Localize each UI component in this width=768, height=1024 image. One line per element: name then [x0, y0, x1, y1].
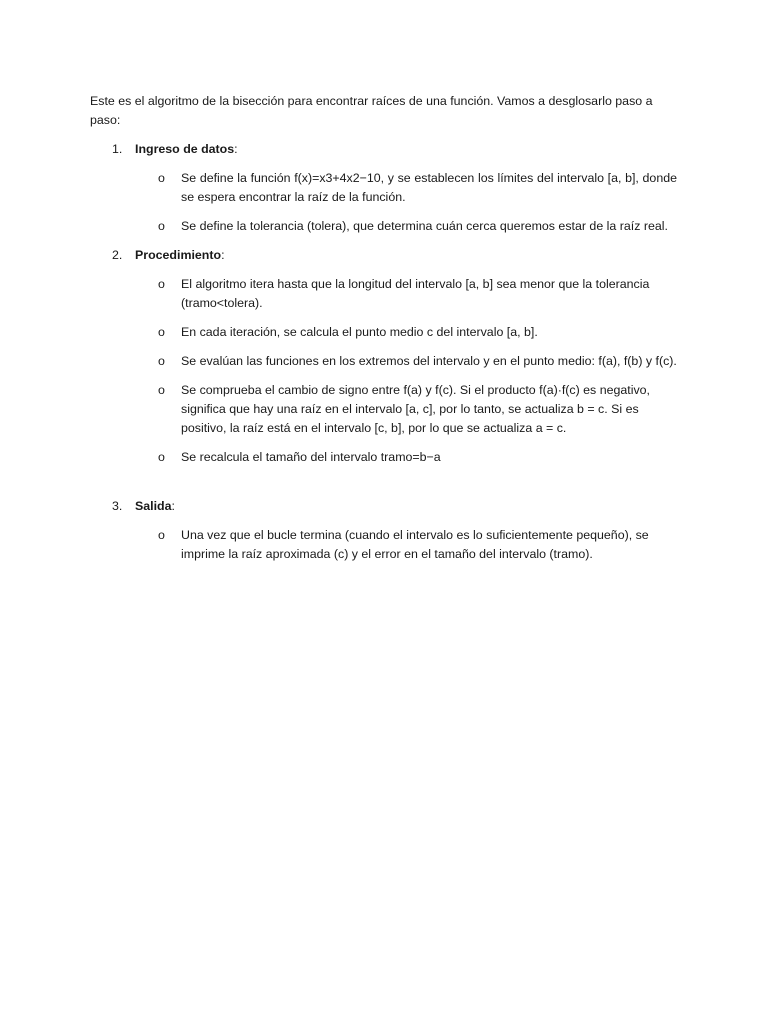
list-item	[90, 352, 680, 371]
bullet-list	[90, 169, 680, 236]
bullet-marker: o	[158, 354, 165, 368]
section-heading	[90, 497, 680, 516]
section-number: 1.	[112, 142, 123, 156]
bullet-marker: o	[158, 450, 165, 464]
list-item	[90, 169, 680, 207]
bullet-marker: o	[158, 325, 165, 339]
section-heading	[90, 140, 680, 159]
section-title	[135, 140, 238, 159]
bullet-marker: o	[158, 171, 165, 185]
bullet-marker: o	[158, 528, 165, 542]
list-item	[90, 526, 680, 564]
list-item-text: Se evalúan las funciones en los extremos del intervalo y en el punto medio: f(a), f(b) y f(c).	[181, 354, 677, 368]
list-item-text: En cada iteración, se calcula el punto medio c del intervalo [a, b].	[181, 325, 538, 339]
intro-paragraph: Este es el algoritmo de la bisección para encontrar raíces de una función. Vamos a desglosarlo paso a paso:	[90, 94, 653, 127]
section-title	[135, 497, 175, 516]
section-title-colon: :	[221, 248, 225, 262]
bullet-marker: o	[158, 219, 165, 233]
list-item	[90, 381, 680, 438]
section-title	[135, 246, 225, 265]
section-title-text: Procedimiento	[135, 248, 222, 262]
bullet-list	[90, 526, 680, 564]
list-item	[90, 275, 680, 313]
list-item-text: El algoritmo itera hasta que la longitud del intervalo [a, b] sea menor que la tolerancia (tramo<tolera).	[181, 277, 650, 310]
section-salida	[90, 497, 680, 564]
list-item-text: Se recalcula el tamaño del intervalo tramo=b−a	[181, 450, 441, 464]
list-item-text: Se define la tolerancia (tolera), que determina cuán cerca queremos estar de la raíz real.	[181, 219, 668, 233]
list-item-text: Se comprueba el cambio de signo entre f(a) y f(c). Si el producto f(a)·f(c) es negativo, significa que hay una raíz en el intervalo [a, c], por lo tanto, se actualiza b = c. Si es positivo, la raíz está en el intervalo [c, b], por lo que se actualiza a = c.	[181, 383, 650, 435]
list-item	[90, 323, 680, 342]
section-title-text: Salida	[135, 499, 172, 513]
section-procedimiento	[90, 246, 680, 467]
bullet-marker: o	[158, 277, 165, 291]
bullet-list	[90, 275, 680, 467]
list-item	[90, 448, 680, 467]
section-ingreso-de-datos	[90, 140, 680, 236]
list-item	[90, 217, 680, 236]
section-heading	[90, 246, 680, 265]
list-item-text: Una vez que el bucle termina (cuando el intervalo es lo suficientemente pequeño), se imprime la raíz aproximada (c) y el error en el tamaño del intervalo (tramo).	[181, 528, 649, 561]
section-title-text: Ingreso de datos	[135, 142, 235, 156]
bullet-marker: o	[158, 383, 165, 397]
section-title-colon: :	[171, 499, 175, 513]
list-item-text: Se define la función f(x)=x3+4x2−10, y se establecen los límites del intervalo [a, b], donde se espera encontrar la raíz de la función.	[181, 171, 677, 204]
section-number: 2.	[112, 248, 123, 262]
section-title-colon: :	[234, 142, 238, 156]
section-number: 3.	[112, 499, 123, 513]
